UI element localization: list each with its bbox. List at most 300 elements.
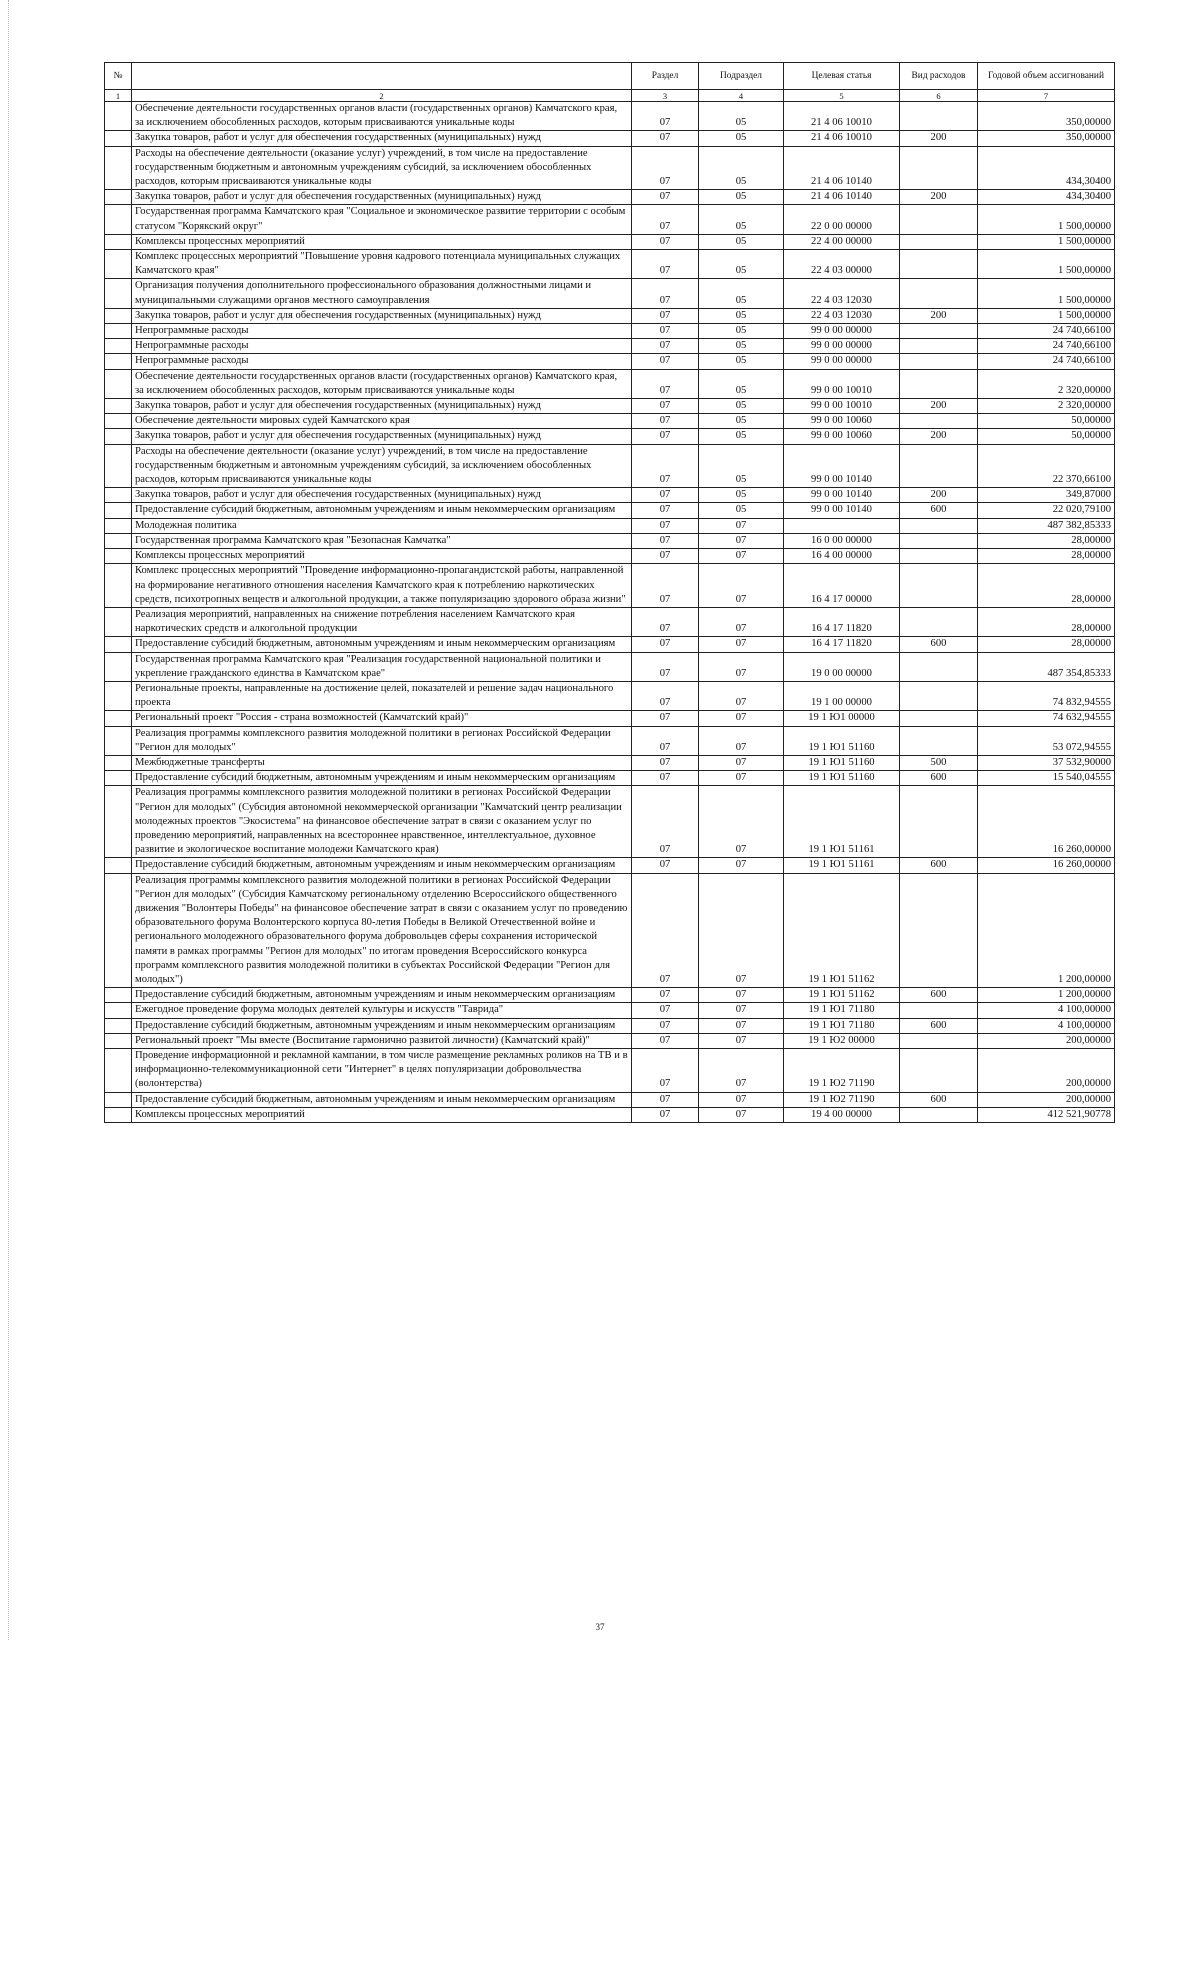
row-celevaya-cell: 99 0 00 10010	[784, 399, 900, 414]
row-amount-cell: 50,00000	[978, 429, 1115, 444]
row-amount-cell: 1 200,00000	[978, 873, 1115, 988]
row-amount-cell: 37 532,90000	[978, 755, 1115, 770]
row-amount-cell: 200,00000	[978, 1092, 1115, 1107]
table-row	[105, 399, 1115, 414]
row-name-cell: Предоставление субсидий бюджетным, автономным учреждениям и иным некоммерческим организациям	[132, 637, 632, 652]
table-row	[105, 1003, 1115, 1018]
row-amount-cell: 1 500,00000	[978, 234, 1115, 249]
row-name-cell: Непрограммные расходы	[132, 339, 632, 354]
row-podrazdel-cell: 05	[699, 399, 784, 414]
row-number-cell	[105, 681, 132, 710]
row-vid-cell: 600	[900, 858, 978, 873]
row-number-cell	[105, 726, 132, 755]
row-celevaya-cell: 99 0 00 00000	[784, 354, 900, 369]
budget-sheet	[104, 62, 1114, 1123]
colnum: 7	[978, 90, 1115, 102]
row-razdel-cell: 07	[632, 858, 699, 873]
row-name-cell: Региональный проект "Россия - страна возможностей (Камчатский край)"	[132, 711, 632, 726]
table-row	[105, 988, 1115, 1003]
row-number-cell	[105, 429, 132, 444]
row-vid-cell	[900, 279, 978, 308]
row-celevaya-cell: 22 4 03 00000	[784, 250, 900, 279]
row-razdel-cell: 07	[632, 786, 699, 858]
row-vid-cell	[900, 102, 978, 131]
row-razdel-cell: 07	[632, 429, 699, 444]
row-vid-cell: 600	[900, 503, 978, 518]
row-vid-cell	[900, 873, 978, 988]
row-name-cell: Предоставление субсидий бюджетным, автономным учреждениям и иным некоммерческим организациям	[132, 988, 632, 1003]
row-name-cell: Проведение информационной и рекламной кампании, в том числе размещение рекламных роликов на ТВ и в информационно-телекоммуникационной сети "Интернет" в целях популяризации добровольчества (волонтерства)	[132, 1049, 632, 1093]
row-razdel-cell: 07	[632, 711, 699, 726]
table-row	[105, 234, 1115, 249]
row-podrazdel-cell: 07	[699, 711, 784, 726]
row-number-cell	[105, 1092, 132, 1107]
row-podrazdel-cell: 07	[699, 637, 784, 652]
row-number-cell	[105, 279, 132, 308]
row-number-cell	[105, 549, 132, 564]
table-row	[105, 414, 1115, 429]
row-podrazdel-cell: 07	[699, 533, 784, 548]
row-celevaya-cell: 16 4 17 00000	[784, 564, 900, 608]
row-vid-cell	[900, 607, 978, 636]
row-number-cell	[105, 1003, 132, 1018]
row-number-cell	[105, 354, 132, 369]
table-row	[105, 1033, 1115, 1048]
row-celevaya-cell: 22 0 00 00000	[784, 205, 900, 234]
row-number-cell	[105, 131, 132, 146]
row-podrazdel-cell: 05	[699, 308, 784, 323]
row-number-cell	[105, 533, 132, 548]
table-row	[105, 711, 1115, 726]
table-row	[105, 1092, 1115, 1107]
row-razdel-cell: 07	[632, 564, 699, 608]
row-vid-cell	[900, 726, 978, 755]
row-amount-cell: 1 200,00000	[978, 988, 1115, 1003]
row-name-cell: Закупка товаров, работ и услуг для обеспечения государственных (муниципальных) нужд	[132, 131, 632, 146]
row-razdel-cell: 07	[632, 533, 699, 548]
row-podrazdel-cell: 05	[699, 369, 784, 398]
row-podrazdel-cell: 05	[699, 190, 784, 205]
row-name-cell: Реализация программы комплексного развития молодежной политики в регионах Российской Федерации "Регион для молодых"	[132, 726, 632, 755]
row-podrazdel-cell: 07	[699, 771, 784, 786]
table-row	[105, 205, 1115, 234]
row-razdel-cell: 07	[632, 234, 699, 249]
row-number-cell	[105, 234, 132, 249]
row-vid-cell	[900, 339, 978, 354]
row-podrazdel-cell: 05	[699, 339, 784, 354]
row-amount-cell: 4 100,00000	[978, 1003, 1115, 1018]
row-number-cell	[105, 444, 132, 488]
colnum: 5	[784, 90, 900, 102]
row-razdel-cell: 07	[632, 1049, 699, 1093]
row-number-cell	[105, 102, 132, 131]
row-razdel-cell: 07	[632, 771, 699, 786]
row-razdel-cell: 07	[632, 146, 699, 190]
table-row	[105, 607, 1115, 636]
row-vid-cell: 200	[900, 399, 978, 414]
row-number-cell	[105, 399, 132, 414]
table-row	[105, 726, 1115, 755]
row-razdel-cell: 07	[632, 518, 699, 533]
row-amount-cell: 2 320,00000	[978, 369, 1115, 398]
row-razdel-cell: 07	[632, 324, 699, 339]
row-celevaya-cell: 22 4 00 00000	[784, 234, 900, 249]
row-vid-cell: 600	[900, 988, 978, 1003]
row-number-cell	[105, 988, 132, 1003]
row-celevaya-cell: 16 0 00 00000	[784, 533, 900, 548]
row-number-cell	[105, 1107, 132, 1122]
row-number-cell	[105, 755, 132, 770]
row-amount-cell: 1 500,00000	[978, 308, 1115, 323]
row-celevaya-cell: 19 1 Ю1 51162	[784, 988, 900, 1003]
row-name-cell: Региональные проекты, направленные на достижение целей, показателей и решение задач национального проекта	[132, 681, 632, 710]
row-name-cell: Реализация программы комплексного развития молодежной политики в регионах Российской Федерации "Регион для молодых" (Субсидия Камчатскому региональному отделению Всероссийского общественного движения "Волонтеры Победы" на финансовое обеспечение затрат в связи с оказанием услуг по проведению образовательного форума Волонтерского корпуса 80-летия Победы в Великой Отечественной войне и регионального молодежного образовательного форума добровольцев сферы сохранения исторической памяти в рамках программы "Регион для молодых" по итогам проведения Всероссийского конкурса программ комплексного развития молодежной политики в субъектах Российской Федерации "Регион для молодых")	[132, 873, 632, 988]
row-amount-cell: 22 370,66100	[978, 444, 1115, 488]
table-row	[105, 637, 1115, 652]
table-row	[105, 503, 1115, 518]
row-name-cell: Непрограммные расходы	[132, 354, 632, 369]
row-podrazdel-cell: 07	[699, 873, 784, 988]
row-podrazdel-cell: 07	[699, 726, 784, 755]
table-row	[105, 488, 1115, 503]
row-vid-cell	[900, 444, 978, 488]
row-celevaya-cell: 22 4 03 12030	[784, 308, 900, 323]
row-number-cell	[105, 205, 132, 234]
row-number-cell	[105, 369, 132, 398]
row-celevaya-cell: 16 4 17 11820	[784, 637, 900, 652]
row-podrazdel-cell: 07	[699, 1092, 784, 1107]
row-vid-cell: 200	[900, 429, 978, 444]
row-amount-cell: 4 100,00000	[978, 1018, 1115, 1033]
row-number-cell	[105, 250, 132, 279]
row-number-cell	[105, 308, 132, 323]
row-number-cell	[105, 711, 132, 726]
row-number-cell	[105, 858, 132, 873]
table-row	[105, 858, 1115, 873]
table-body	[105, 102, 1115, 1123]
row-razdel-cell: 07	[632, 102, 699, 131]
column-number-row	[105, 90, 1115, 102]
row-podrazdel-cell: 07	[699, 549, 784, 564]
table-row	[105, 533, 1115, 548]
row-vid-cell: 200	[900, 131, 978, 146]
row-amount-cell: 74 832,94555	[978, 681, 1115, 710]
row-celevaya-cell: 19 1 Ю1 51160	[784, 726, 900, 755]
row-razdel-cell: 07	[632, 279, 699, 308]
row-celevaya-cell: 22 4 03 12030	[784, 279, 900, 308]
row-vid-cell	[900, 711, 978, 726]
page-edge	[8, 0, 9, 1640]
row-vid-cell	[900, 1003, 978, 1018]
row-celevaya-cell: 21 4 06 10010	[784, 131, 900, 146]
row-celevaya-cell: 19 1 Ю2 71190	[784, 1092, 900, 1107]
row-razdel-cell: 07	[632, 369, 699, 398]
row-amount-cell: 200,00000	[978, 1049, 1115, 1093]
table-row	[105, 1018, 1115, 1033]
row-razdel-cell: 07	[632, 250, 699, 279]
row-name-cell: Межбюджетные трансферты	[132, 755, 632, 770]
row-name-cell: Комплекс процессных мероприятий "Проведение информационно-пропагандистской работы, направленной на формирование негативного отношения населения Камчатского края к потреблению наркотических средств, психотропных веществ и алкогольной продукции, а также популяризацию здорового образа жизни"	[132, 564, 632, 608]
table-row	[105, 146, 1115, 190]
table-row	[105, 279, 1115, 308]
row-celevaya-cell: 99 0 00 10010	[784, 369, 900, 398]
row-name-cell: Молодежная политика	[132, 518, 632, 533]
row-celevaya-cell: 19 1 Ю1 71180	[784, 1003, 900, 1018]
table-row	[105, 652, 1115, 681]
row-celevaya-cell: 19 1 Ю1 71180	[784, 1018, 900, 1033]
row-podrazdel-cell: 05	[699, 324, 784, 339]
row-name-cell: Обеспечение деятельности государственных органов власти (государственных органов) Камчатского края, за исключением обособленных расходов, которым присваиваются уникальные коды	[132, 369, 632, 398]
header-podrazdel: Подраздел	[699, 63, 784, 90]
row-celevaya-cell: 19 1 Ю1 51160	[784, 755, 900, 770]
row-number-cell	[105, 488, 132, 503]
row-number-cell	[105, 1049, 132, 1093]
row-amount-cell: 28,00000	[978, 637, 1115, 652]
row-podrazdel-cell: 05	[699, 146, 784, 190]
row-vid-cell	[900, 205, 978, 234]
row-razdel-cell: 07	[632, 205, 699, 234]
row-vid-cell: 200	[900, 488, 978, 503]
row-razdel-cell: 07	[632, 637, 699, 652]
colnum: 1	[105, 90, 132, 102]
row-celevaya-cell: 99 0 00 00000	[784, 324, 900, 339]
row-celevaya-cell: 99 0 00 10140	[784, 488, 900, 503]
row-name-cell: Предоставление субсидий бюджетным, автономным учреждениям и иным некоммерческим организациям	[132, 771, 632, 786]
row-amount-cell: 412 521,90778	[978, 1107, 1115, 1122]
row-razdel-cell: 07	[632, 652, 699, 681]
row-razdel-cell: 07	[632, 549, 699, 564]
row-name-cell: Закупка товаров, работ и услуг для обеспечения государственных (муниципальных) нужд	[132, 399, 632, 414]
row-vid-cell	[900, 533, 978, 548]
row-vid-cell: 600	[900, 1018, 978, 1033]
row-name-cell: Комплексы процессных мероприятий	[132, 549, 632, 564]
row-amount-cell: 24 740,66100	[978, 324, 1115, 339]
row-name-cell: Закупка товаров, работ и услуг для обеспечения государственных (муниципальных) нужд	[132, 488, 632, 503]
row-podrazdel-cell: 07	[699, 518, 784, 533]
row-name-cell: Организация получения дополнительного профессионального образования должностными лицами и муниципальными служащими органов местного самоуправления	[132, 279, 632, 308]
row-celevaya-cell: 19 4 00 00000	[784, 1107, 900, 1122]
row-vid-cell	[900, 1033, 978, 1048]
row-vid-cell	[900, 324, 978, 339]
row-podrazdel-cell: 07	[699, 564, 784, 608]
row-razdel-cell: 07	[632, 1033, 699, 1048]
row-amount-cell: 16 260,00000	[978, 786, 1115, 858]
row-podrazdel-cell: 05	[699, 503, 784, 518]
row-name-cell: Комплексы процессных мероприятий	[132, 1107, 632, 1122]
page-number: 37	[595, 1622, 605, 1632]
row-number-cell	[105, 637, 132, 652]
row-celevaya-cell: 19 1 00 00000	[784, 681, 900, 710]
row-podrazdel-cell: 07	[699, 1033, 784, 1048]
row-razdel-cell: 07	[632, 444, 699, 488]
table-row	[105, 429, 1115, 444]
header-row	[105, 63, 1115, 90]
row-celevaya-cell: 21 4 06 10140	[784, 190, 900, 205]
row-razdel-cell: 07	[632, 755, 699, 770]
row-name-cell: Предоставление субсидий бюджетным, автономным учреждениям и иным некоммерческим организациям	[132, 858, 632, 873]
table-row	[105, 549, 1115, 564]
row-vid-cell	[900, 146, 978, 190]
table-row	[105, 564, 1115, 608]
row-number-cell	[105, 786, 132, 858]
row-name-cell: Реализация программы комплексного развития молодежной политики в регионах Российской Федерации "Регион для молодых" (Субсидия автономной некоммерческой организации "Камчатский центр реализации молодежных проектов "Экосистема" на финансовое обеспечение затрат в связи с оказанием услуг по проведению мероприятий, направленных на всестороннее нравственное, интеллектуальное, духовное развитие и экологическое воспитание молодежи Камчатского края)	[132, 786, 632, 858]
row-celevaya-cell: 19 1 Ю1 51162	[784, 873, 900, 988]
row-celevaya-cell: 19 1 Ю1 51161	[784, 858, 900, 873]
header-no: №	[105, 63, 132, 90]
row-name-cell: Ежегодное проведение форума молодых деятелей культуры и искусств "Таврида"	[132, 1003, 632, 1018]
row-amount-cell: 350,00000	[978, 102, 1115, 131]
row-podrazdel-cell: 07	[699, 681, 784, 710]
row-number-cell	[105, 564, 132, 608]
row-amount-cell: 1 500,00000	[978, 205, 1115, 234]
header-name	[132, 63, 632, 90]
row-razdel-cell: 07	[632, 190, 699, 205]
table-row	[105, 339, 1115, 354]
row-razdel-cell: 07	[632, 681, 699, 710]
row-celevaya-cell: 19 1 Ю1 00000	[784, 711, 900, 726]
row-celevaya-cell: 21 4 06 10010	[784, 102, 900, 131]
row-razdel-cell: 07	[632, 726, 699, 755]
row-amount-cell: 349,87000	[978, 488, 1115, 503]
row-number-cell	[105, 1033, 132, 1048]
colnum: 3	[632, 90, 699, 102]
row-name-cell: Обеспечение деятельности государственных органов власти (государственных органов) Камчатского края, за исключением обособленных расходов, которым присваиваются уникальные коды	[132, 102, 632, 131]
table-row	[105, 786, 1115, 858]
row-name-cell: Государственная программа Камчатского края "Социальное и экономическое развитие территории с особым статусом "Корякский округ"	[132, 205, 632, 234]
row-podrazdel-cell: 07	[699, 652, 784, 681]
row-vid-cell	[900, 234, 978, 249]
row-amount-cell: 15 540,04555	[978, 771, 1115, 786]
row-podrazdel-cell: 05	[699, 444, 784, 488]
row-celevaya-cell: 99 0 00 10060	[784, 414, 900, 429]
table-row	[105, 190, 1115, 205]
row-razdel-cell: 07	[632, 988, 699, 1003]
row-amount-cell: 22 020,79100	[978, 503, 1115, 518]
row-vid-cell	[900, 549, 978, 564]
table-row	[105, 308, 1115, 323]
row-razdel-cell: 07	[632, 503, 699, 518]
row-number-cell	[105, 190, 132, 205]
row-razdel-cell: 07	[632, 607, 699, 636]
row-podrazdel-cell: 05	[699, 250, 784, 279]
row-vid-cell: 600	[900, 637, 978, 652]
row-name-cell: Закупка товаров, работ и услуг для обеспечения государственных (муниципальных) нужд	[132, 429, 632, 444]
row-podrazdel-cell: 05	[699, 279, 784, 308]
row-celevaya-cell: 99 0 00 00000	[784, 339, 900, 354]
row-number-cell	[105, 518, 132, 533]
table-row	[105, 444, 1115, 488]
header-razdel: Раздел	[632, 63, 699, 90]
row-razdel-cell: 07	[632, 1018, 699, 1033]
budget-table	[104, 62, 1115, 1123]
table-row	[105, 755, 1115, 770]
row-number-cell	[105, 339, 132, 354]
row-name-cell: Региональный проект "Мы вместе (Воспитание гармонично развитой личности) (Камчатский край)"	[132, 1033, 632, 1048]
row-vid-cell	[900, 564, 978, 608]
row-celevaya-cell: 21 4 06 10140	[784, 146, 900, 190]
row-razdel-cell: 07	[632, 414, 699, 429]
row-podrazdel-cell: 07	[699, 755, 784, 770]
row-name-cell: Расходы на обеспечение деятельности (оказание услуг) учреждений, в том числе на предоставление государственным бюджетным и автономным учреждениям субсидий, за исключением обособленных расходов, которым присваиваются уникальные коды	[132, 146, 632, 190]
row-name-cell: Закупка товаров, работ и услуг для обеспечения государственных (муниципальных) нужд	[132, 308, 632, 323]
table-row	[105, 518, 1115, 533]
header-vid: Вид расходов	[900, 63, 978, 90]
row-name-cell: Комплексы процессных мероприятий	[132, 234, 632, 249]
row-amount-cell: 434,30400	[978, 146, 1115, 190]
row-celevaya-cell: 19 1 Ю2 00000	[784, 1033, 900, 1048]
table-row	[105, 131, 1115, 146]
row-number-cell	[105, 873, 132, 988]
row-razdel-cell: 07	[632, 354, 699, 369]
row-celevaya-cell: 16 4 00 00000	[784, 549, 900, 564]
row-celevaya-cell	[784, 518, 900, 533]
row-celevaya-cell: 99 0 00 10140	[784, 503, 900, 518]
row-vid-cell	[900, 414, 978, 429]
row-number-cell	[105, 414, 132, 429]
row-razdel-cell: 07	[632, 131, 699, 146]
row-vid-cell	[900, 518, 978, 533]
row-amount-cell: 24 740,66100	[978, 354, 1115, 369]
table-row	[105, 102, 1115, 131]
row-amount-cell: 28,00000	[978, 533, 1115, 548]
row-celevaya-cell: 19 0 00 00000	[784, 652, 900, 681]
row-podrazdel-cell: 07	[699, 1018, 784, 1033]
table-row	[105, 354, 1115, 369]
table-row	[105, 873, 1115, 988]
row-razdel-cell: 07	[632, 339, 699, 354]
colnum: 2	[132, 90, 632, 102]
row-name-cell: Непрограммные расходы	[132, 324, 632, 339]
row-amount-cell: 487 382,85333	[978, 518, 1115, 533]
row-vid-cell	[900, 369, 978, 398]
table-row	[105, 369, 1115, 398]
row-number-cell	[105, 324, 132, 339]
row-celevaya-cell: 19 1 Ю2 71190	[784, 1049, 900, 1093]
row-podrazdel-cell: 05	[699, 414, 784, 429]
row-number-cell	[105, 503, 132, 518]
row-razdel-cell: 07	[632, 873, 699, 988]
row-vid-cell	[900, 1107, 978, 1122]
row-amount-cell: 1 500,00000	[978, 279, 1115, 308]
row-razdel-cell: 07	[632, 1107, 699, 1122]
row-vid-cell	[900, 681, 978, 710]
table-row	[105, 324, 1115, 339]
row-celevaya-cell: 99 0 00 10060	[784, 429, 900, 444]
row-amount-cell: 434,30400	[978, 190, 1115, 205]
row-amount-cell: 74 632,94555	[978, 711, 1115, 726]
row-podrazdel-cell: 05	[699, 429, 784, 444]
row-vid-cell	[900, 354, 978, 369]
row-number-cell	[105, 607, 132, 636]
row-name-cell: Предоставление субсидий бюджетным, автономным учреждениям и иным некоммерческим организациям	[132, 503, 632, 518]
row-vid-cell	[900, 250, 978, 279]
row-podrazdel-cell: 07	[699, 786, 784, 858]
row-celevaya-cell: 19 1 Ю1 51160	[784, 771, 900, 786]
row-number-cell	[105, 771, 132, 786]
row-number-cell	[105, 1018, 132, 1033]
row-vid-cell: 200	[900, 308, 978, 323]
row-name-cell: Предоставление субсидий бюджетным, автономным учреждениям и иным некоммерческим организациям	[132, 1018, 632, 1033]
row-amount-cell: 1 500,00000	[978, 250, 1115, 279]
row-vid-cell	[900, 652, 978, 681]
row-celevaya-cell: 19 1 Ю1 51161	[784, 786, 900, 858]
row-amount-cell: 350,00000	[978, 131, 1115, 146]
row-amount-cell: 53 072,94555	[978, 726, 1115, 755]
row-amount-cell: 487 354,85333	[978, 652, 1115, 681]
row-name-cell: Государственная программа Камчатского края "Реализация государственной национальной политики и укрепление гражданского единства в Камчатском крае"	[132, 652, 632, 681]
row-podrazdel-cell: 05	[699, 205, 784, 234]
row-amount-cell: 28,00000	[978, 607, 1115, 636]
